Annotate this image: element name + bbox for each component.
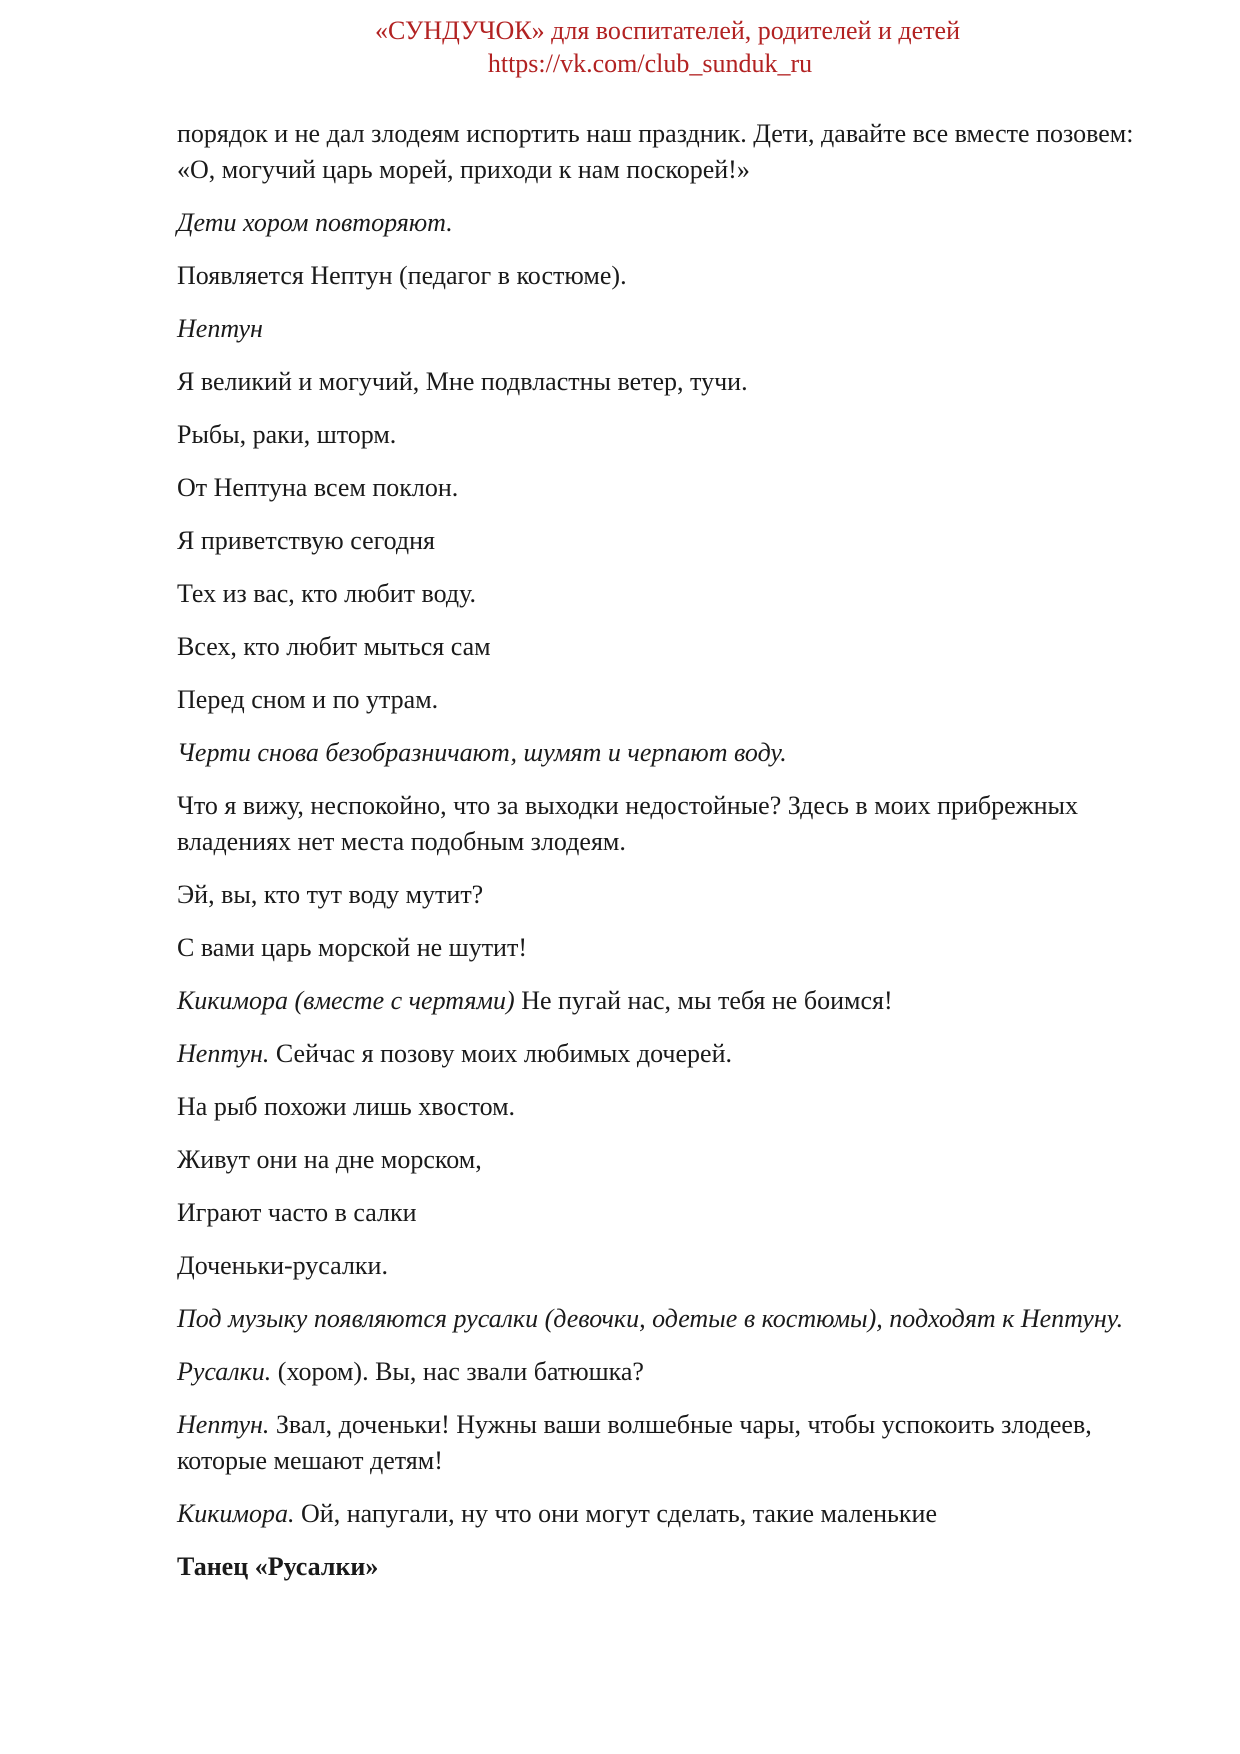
paragraph <box>177 1195 1145 1231</box>
paragraph-text: Сейчас я позову моих любимых дочерей. <box>269 1039 732 1068</box>
paragraph <box>177 788 1145 860</box>
paragraph <box>177 576 1145 612</box>
stage-direction-text: Кикимора (вместе с чертями) <box>177 986 515 1015</box>
paragraph <box>177 116 1145 188</box>
stage-direction-text: Нептун. <box>177 1410 270 1439</box>
paragraph <box>177 258 1145 294</box>
paragraph-text: Доченьки-русалки. <box>177 1251 388 1280</box>
paragraph-text: (хором). Вы, нас звали батюшка? <box>271 1357 644 1386</box>
paragraph-text: Я приветствую сегодня <box>177 526 435 555</box>
paragraph-text: Я великий и могучий, Мне подвластны ветер, тучи. <box>177 367 748 396</box>
paragraph <box>177 1301 1145 1337</box>
paragraph <box>177 311 1145 347</box>
stage-direction-text: Русалки. <box>177 1357 272 1386</box>
section-heading-text: Танец «Русалки» <box>177 1552 379 1581</box>
stage-direction-text: Под музыку появляются русалки (девочки, одетые в костюмы), подходят к Нептуну. <box>177 1304 1124 1333</box>
paragraph-text: Что я вижу, неспокойно, что за выходки недостойные? Здесь в моих прибрежных владениях нет места подобным злодеям. <box>177 791 1079 856</box>
paragraph-text: Всех, кто любит мыться сам <box>177 632 491 661</box>
paragraph <box>177 930 1145 966</box>
paragraph <box>177 523 1145 559</box>
paragraph-text: Играют часто в салки <box>177 1198 417 1227</box>
paragraph <box>177 1549 1145 1585</box>
paragraph-text: Перед сном и по утрам. <box>177 685 439 714</box>
paragraph-text: Рыбы, раки, шторм. <box>177 420 397 449</box>
paragraph <box>177 1248 1145 1284</box>
paragraph-text: Появляется Нептун (педагог в костюме). <box>177 261 627 290</box>
paragraph <box>177 1036 1145 1072</box>
stage-direction-text: Черти снова безобразничают, шумят и черпают воду. <box>177 738 787 767</box>
paragraph <box>177 364 1145 400</box>
paragraph-text: На рыб похожи лишь хвостом. <box>177 1092 516 1121</box>
paragraph <box>177 1089 1145 1125</box>
document-body <box>177 116 1145 1602</box>
paragraph <box>177 629 1145 665</box>
paragraph-text: Тех из вас, кто любит воду. <box>177 579 476 608</box>
paragraph-text: порядок и не дал злодеям испортить наш праздник. Дети, давайте все вместе позовем: «О, могучий царь морей, приходи к нам поскорей!» <box>177 119 1134 184</box>
page-header <box>0 14 1240 80</box>
paragraph <box>177 1354 1145 1390</box>
paragraph <box>177 682 1145 718</box>
stage-direction-text: Нептун <box>177 314 263 343</box>
paragraph <box>177 205 1145 241</box>
paragraph <box>177 417 1145 453</box>
paragraph-text: От Нептуна всем поклон. <box>177 473 459 502</box>
header-title: «СУНДУЧОК» для воспитателей, родителей и детей <box>374 16 961 45</box>
stage-direction-text: Дети хором повторяют. <box>177 208 453 237</box>
paragraph <box>177 983 1145 1019</box>
paragraph <box>177 1407 1145 1479</box>
paragraph-text: Эй, вы, кто тут воду мутит? <box>177 880 484 909</box>
paragraph <box>177 735 1145 771</box>
stage-direction-text: Кикимора. <box>177 1499 295 1528</box>
paragraph <box>177 470 1145 506</box>
paragraph-text: Живут они на дне морском, <box>177 1145 482 1174</box>
paragraph-text: Звал, доченьки! Нужны ваши волшебные чары, чтобы успокоить злодеев, которые мешают детям! <box>177 1410 1092 1475</box>
paragraph <box>177 1496 1145 1532</box>
paragraph-text: С вами царь морской не шутит! <box>177 933 527 962</box>
stage-direction-text: Нептун. <box>177 1039 270 1068</box>
paragraph <box>177 877 1145 913</box>
header-url-link[interactable]: https://vk.com/club_sunduk_ru <box>487 49 813 78</box>
paragraph-text: Не пугай нас, мы тебя не боимся! <box>514 986 893 1015</box>
paragraph-text: Ой, напугали, ну что они могут сделать, такие маленькие <box>294 1499 937 1528</box>
paragraph <box>177 1142 1145 1178</box>
